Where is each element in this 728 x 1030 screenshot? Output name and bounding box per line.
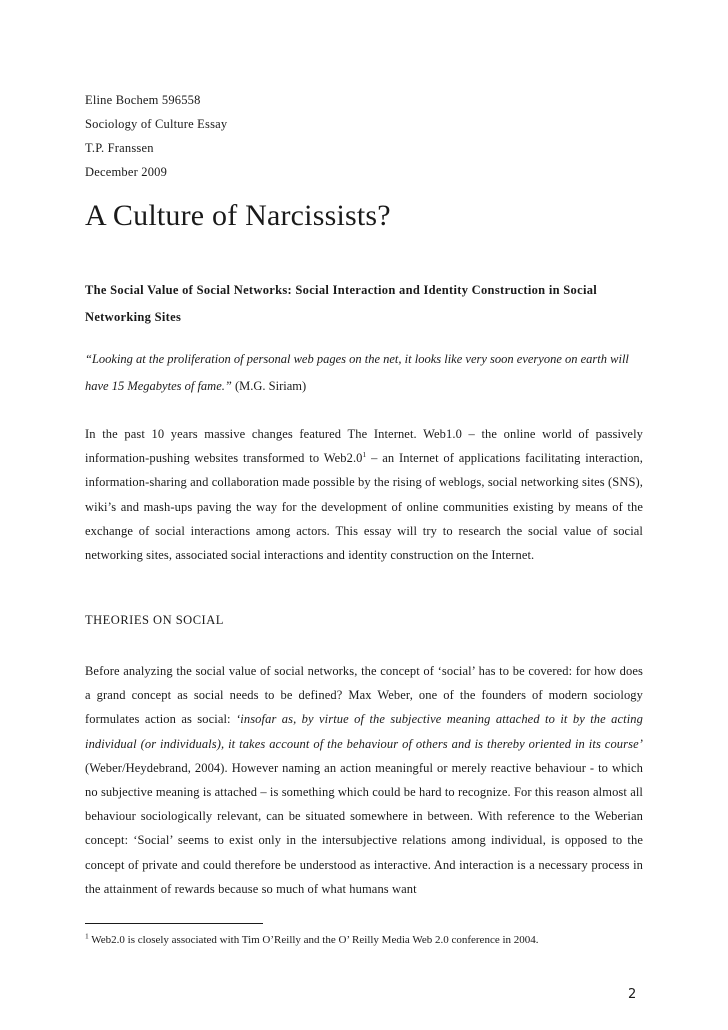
body-text-end: (Weber/Heydebrand, 2004). However naming an action meaningful or merely reactive behaviour - to which no subjective meaning is attached – is something which could be hard to recognize. For this reason almost all behaviour sociologically relevant, can be situated somewhere in between. With reference to the Weberian concept: ‘Social’ seems to exist only in the intersubjective relations among individual, is opposed to the concept of private and could therefore be understood as interactive. And interaction is a necessary process in the attainment of rewards because so much of what humans want bbox=[85, 760, 643, 896]
author-line: Eline Bochem 596558 bbox=[85, 93, 201, 107]
teacher-line: T.P. Franssen bbox=[85, 141, 154, 155]
page-number: 2 bbox=[628, 987, 637, 1002]
weber-quote: ‘insofar as, by virtue of the subjective meaning attached to it by the acting individual (or individuals), it takes account of the behaviour of others and is thereby oriented in its course’ bbox=[85, 712, 643, 751]
document-subtitle: The Social Value of Social Networks: Social Interaction and Identity Construction in Social Networking Sites bbox=[85, 283, 598, 324]
epigraph bbox=[85, 346, 645, 399]
body-text-start: Before analyzing the social value of social networks, the concept of ‘social’ has to be covered: for how does a grand concept as social needs to be defined? Max Weber, one of the founders of modern sociology formulates action as social: bbox=[85, 664, 643, 727]
footnote-divider bbox=[85, 923, 263, 924]
date-line: December 2009 bbox=[85, 165, 168, 179]
footnote-text: Web2.0 is closely associated with Tim O’Reilly and the O’ Reilly Media Web 2.0 conference in 2004. bbox=[88, 934, 539, 946]
epigraph-quote: “Looking at the proliferation of personal web pages on the net, it looks like very soon everyone on earth will have 15 Megabytes of fame.” bbox=[85, 352, 629, 393]
footnote-marker: 1 bbox=[85, 931, 89, 941]
section-heading: THEORIES ON SOCIAL bbox=[85, 613, 224, 627]
footnote-reference: 1 bbox=[362, 450, 367, 460]
intro-text-start: In the past 10 years massive changes featured The Internet. Web1.0 – the online world of passively information-pushing websites transformed to Web2.0 bbox=[85, 427, 643, 466]
body-paragraph bbox=[85, 659, 643, 901]
epigraph-attribution: (M.G. Siriam) bbox=[231, 378, 307, 393]
document-title: A Culture of Narcissists? bbox=[85, 199, 391, 232]
course-line: Sociology of Culture Essay bbox=[85, 117, 228, 131]
intro-paragraph bbox=[85, 422, 643, 567]
footnote bbox=[85, 933, 539, 947]
intro-text-end: – an Internet of applications facilitating interaction, information-sharing and collaboration made possible by the rising of weblogs, social networking sites (SNS), wiki’s and mash-ups paving the way for the development of online communities existing by means of the exchange of social interactions among actors. This essay will try to research the social value of social networking sites, associated social interactions and identity construction on the Internet. bbox=[85, 451, 643, 563]
